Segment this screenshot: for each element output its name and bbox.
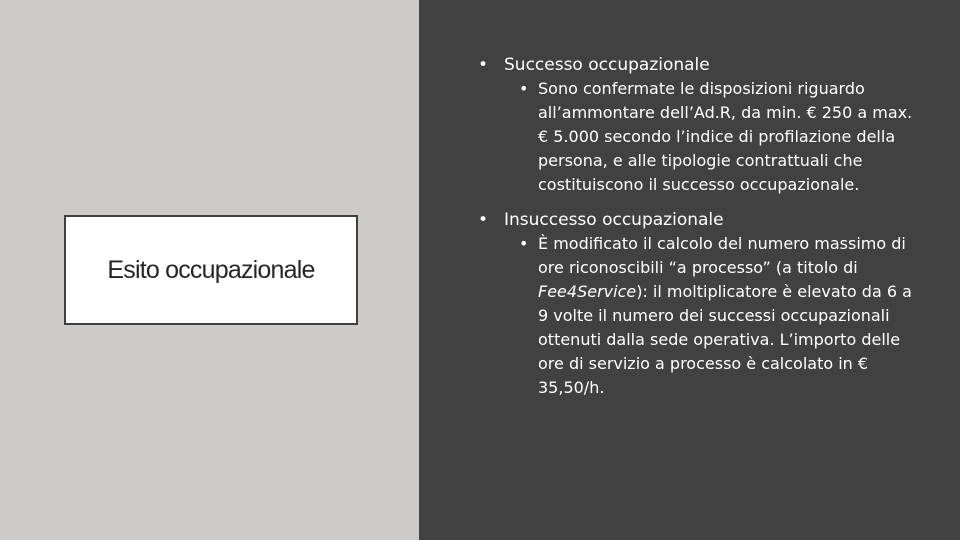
bullet-item-success [478, 54, 918, 77]
left-panel [0, 0, 419, 540]
heading-success: Successo occupazionale [504, 55, 710, 75]
bullet-icon: • [478, 55, 489, 75]
section-failure [478, 209, 918, 400]
body-failure-before: È modificato il calcolo del numero massimo di ore riconoscibili “a processo” (a titolo di [538, 234, 906, 277]
slide-title: Esito occupazionale [107, 255, 315, 284]
bullet-item-failure [478, 209, 918, 232]
body-failure-after: ): il moltiplicatore è elevato da 6 a 9 volte il numero dei successi occupazionali ottenuti dalla sede operativa. L’importo delle ore di servizio a processo è calcolato in € 35,50/h. [538, 282, 912, 397]
bullet-icon: • [519, 79, 529, 98]
title-box [64, 215, 358, 325]
section-success [478, 54, 918, 197]
content-list [478, 54, 918, 412]
bullet-icon: • [478, 210, 489, 230]
body-failure-emphasis: Fee4Service [538, 282, 637, 301]
heading-failure: Insuccesso occupazionale [504, 210, 724, 230]
sub-bullet-success [519, 77, 918, 197]
body-success: Sono confermate le disposizioni riguardo all’ammontare dell’Ad.R, da min. € 250 a max. € 5.000 secondo l’indice di profilazione della persona, e alle tipologie contrattuali che costituiscono il successo occupazionale. [538, 79, 913, 194]
sub-bullet-failure [519, 232, 918, 400]
bullet-icon: • [519, 234, 529, 253]
